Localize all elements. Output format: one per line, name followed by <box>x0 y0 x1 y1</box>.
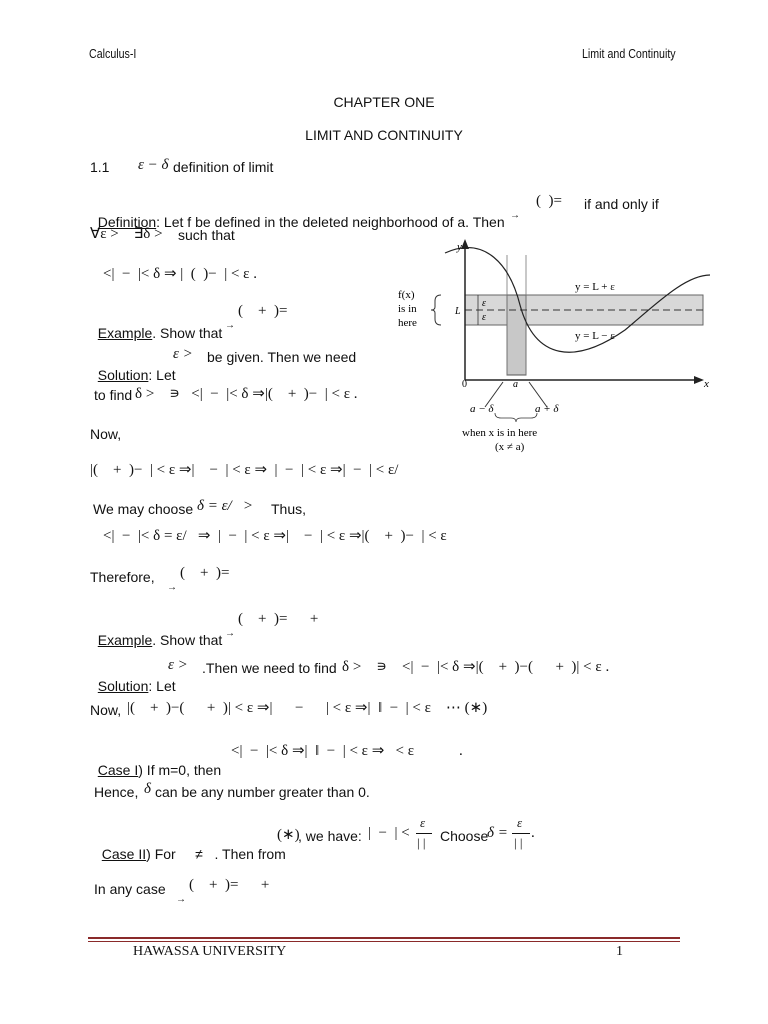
example1-therefore-expr: ( + )= <box>180 565 230 581</box>
example1-thus: Thus, <box>271 501 307 517</box>
running-header-right: Limit and Continuity <box>582 46 676 61</box>
frac2-numerator: ε <box>517 815 523 830</box>
example1-solution-text: : Let <box>148 367 176 383</box>
example1-to-find: to find <box>94 387 133 403</box>
chapter-title: CHAPTER ONE <box>333 94 435 110</box>
example1-chain: |( + )− | < ε ⇒| − | < ε ⇒ | − | < ε ⇒| − | < ε/ <box>90 462 399 478</box>
example2-solution-label: Solution <box>97 678 149 694</box>
example1-limit: ( + )= <box>238 303 288 319</box>
fig-upper-label: y = L + ε <box>575 281 615 293</box>
chapter-subtitle: LIMIT AND CONTINUITY <box>305 127 463 143</box>
definition-text: : Let f be defined in the deleted neighborhood of a. Then <box>156 214 505 230</box>
example1-eps-gt: ε > <box>173 346 193 362</box>
example1-now: Now, <box>90 426 122 442</box>
frac1-denominator: | | <box>417 835 426 850</box>
example2-limit: ( + )= + <box>238 611 319 627</box>
running-header-left: Calculus-I <box>89 46 137 61</box>
example1-solution <box>90 348 176 384</box>
definition-quantifiers: ∀ε > ∃δ > <box>90 226 163 242</box>
fig-a-label: a <box>513 379 518 390</box>
fig-l-label: L <box>455 306 461 317</box>
fig-lower-label: y = L − ε <box>575 330 615 342</box>
example2-solution <box>90 659 176 695</box>
fig-x-label: x <box>704 378 709 390</box>
example2-hence-text: Hence, <box>94 784 139 800</box>
example2-case2 <box>94 827 286 863</box>
fig-y-label: y <box>457 241 462 253</box>
example2-case2-text: ) For ≠ . Then from <box>146 846 286 862</box>
example2-then-text: .Then we need to find <box>202 660 337 676</box>
example2-limit-sub: → <box>225 628 235 639</box>
example2-hence-rest: can be any number greater than 0. <box>155 784 370 800</box>
example2-hence-delta: δ <box>144 781 151 797</box>
section-number: 1.1 <box>90 159 110 175</box>
example2-case1 <box>90 743 221 779</box>
fig-fx-line1: f(x) <box>398 289 415 301</box>
example2-case1-label: Case I <box>97 762 139 778</box>
delta-strip <box>507 295 526 375</box>
section-math: ε − δ <box>138 157 169 173</box>
definition-condition: <| − |< δ ⇒ | ( )− | < ε . <box>103 266 257 282</box>
example2-now-expr: |( + )−( + )| < ε ⇒| − | < ε ⇒| ‖ − | < ε ⋯ (∗) <box>127 700 488 716</box>
example1-limit-sub: → <box>225 320 235 331</box>
example2-statement <box>90 613 222 649</box>
footer-rule-thick <box>88 937 680 939</box>
example1-therefore: Therefore, <box>90 569 155 585</box>
fig-fx-line3: here <box>398 317 417 329</box>
frac1-bar <box>416 833 432 834</box>
fig-a-plus-delta: a + δ <box>535 403 559 415</box>
fig-origin: 0 <box>462 379 467 390</box>
section-title: definition of limit <box>173 159 274 175</box>
example2-case1-text: ) If m=0, then <box>138 762 222 778</box>
definition-limit-sub: → <box>510 210 520 221</box>
footer-university: HAWASSA UNIVERSITY <box>133 944 287 959</box>
fig-eps-bottom: ε <box>482 312 486 323</box>
example2-text: . Show that <box>152 632 223 648</box>
example1-label: Example <box>97 325 153 341</box>
example2-solution-text: : Let <box>148 678 176 694</box>
example2-choose-delta: δ = <box>487 825 508 841</box>
definition-label: Definition <box>97 214 157 230</box>
example2-case2-have: , we have: <box>298 828 362 844</box>
definition-such-that: such that <box>178 227 235 243</box>
example2-case2-star: (∗) <box>277 827 300 843</box>
example1-choose-text: We may choose <box>93 501 194 517</box>
example1-therefore-sub: → <box>167 582 177 593</box>
example2-period: . <box>531 825 535 841</box>
example1-thus-chain: <| − |< δ = ε/ ⇒ | − | < ε ⇒| − | < ε ⇒|( + )− | < ε <box>103 528 447 544</box>
example2-eps-gt: ε > <box>168 657 188 673</box>
definition-limit: ( )= <box>536 193 562 209</box>
fig-when-line2: (x ≠ a) <box>495 441 525 453</box>
example2-choose-text: Choose <box>440 828 489 844</box>
example2-anycase-expr: ( + )= + <box>189 877 270 893</box>
example1-choose-expr: δ = ε/ > <box>197 498 254 514</box>
example2-case2-ineq: | − | < <box>368 825 410 841</box>
fig-eps-top: ε <box>482 298 486 309</box>
fig-when-line1: when x is in here <box>462 427 538 439</box>
fig-fx-line2: is in <box>398 303 417 315</box>
example2-anycase-sub: → <box>176 894 186 905</box>
epsilon-delta-figure <box>385 235 715 460</box>
example2-anycase-text: In any case <box>94 881 166 897</box>
example1-solution-label: Solution <box>97 367 149 383</box>
example1-text: . Show that <box>152 325 223 341</box>
example2-case2-label: Case II <box>101 846 147 862</box>
page-number: 1 <box>616 944 623 959</box>
example1-find-expr: δ > ∍ <| − |< δ ⇒|( + )− | < ε . <box>135 386 358 402</box>
example1-given: be given. Then we need <box>207 349 357 365</box>
example2-now-text: Now, <box>90 702 122 718</box>
frac1-numerator: ε <box>420 815 426 830</box>
example2-label: Example <box>97 632 153 648</box>
frac2-bar <box>512 833 530 834</box>
definition-iff: if and only if <box>584 196 659 212</box>
example2-case1-expr: <| − |< δ ⇒| ‖ − | < ε ⇒ < ε . <box>231 743 463 759</box>
example1-statement <box>90 306 222 342</box>
example2-find-expr: δ > ∍ <| − |< δ ⇒|( + )−( + )| < ε . <box>342 659 610 675</box>
footer-rule-thin <box>88 941 680 942</box>
frac2-denominator: | | <box>514 835 523 850</box>
fig-a-minus-delta: a − δ <box>470 403 494 415</box>
